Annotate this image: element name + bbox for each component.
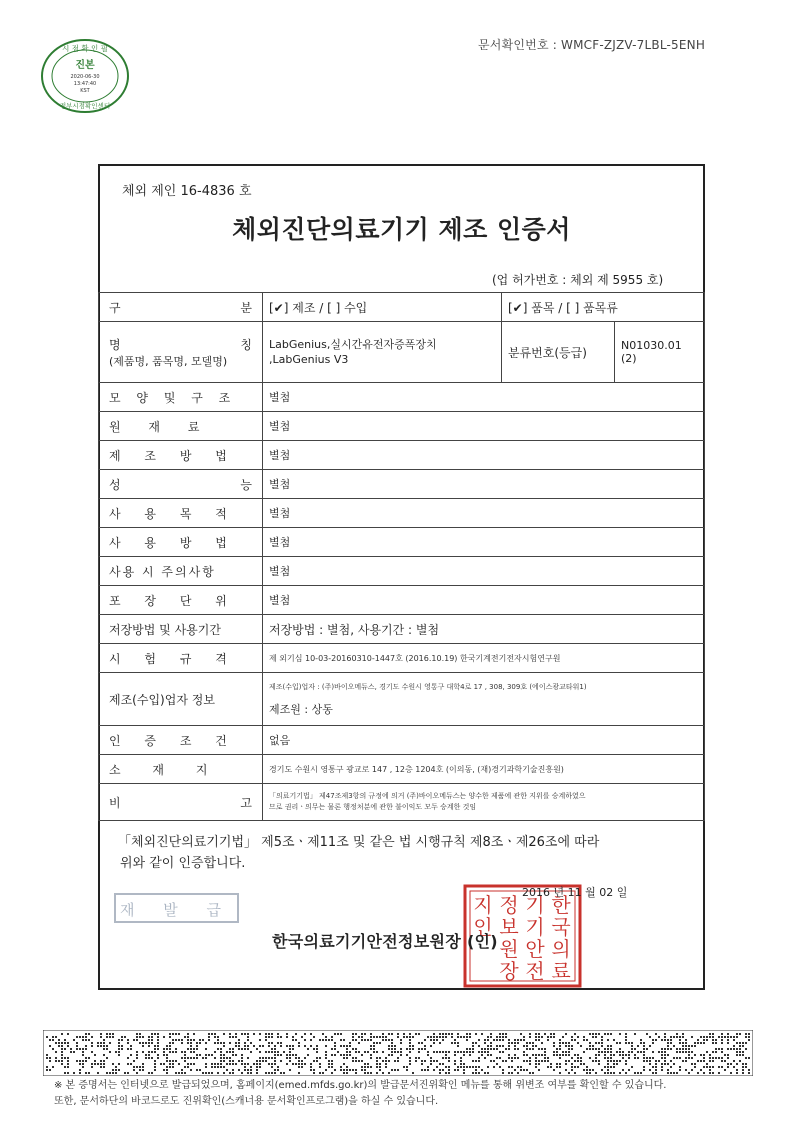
package-value: 별첨 [263,586,705,615]
caution-value: 별첨 [263,557,705,586]
seal-char: 인 [473,915,493,939]
certificate-table [98,292,705,821]
name-label-sub: (제품명, 품목명, 모델명) [109,354,228,368]
row-method [99,441,705,470]
seal-char: 안 [525,937,545,961]
certificate-title: 체외진단의료기기 제조 인증서 [232,215,571,244]
statement-line1: 「체외진단의료기기법」 제5조ㆍ제11조 및 같은 법 시행규칙 제8조ㆍ제26조에 따라 [118,835,600,850]
seal-char: 료 [551,959,571,983]
row-conditions [99,726,705,755]
material-label: 원 재 료 [99,412,263,441]
seal-char: 원 [499,937,519,961]
issue-date: 2016 년 11 월 02 일 [522,886,628,899]
seal-char: 장 [499,959,519,983]
row-location [99,755,705,784]
storage-value: 저장방법 : 별첨, 사용기간 : 별첨 [263,615,705,644]
conditions-value: 없음 [263,726,705,755]
usage-label: 사 용 방 법 [99,528,263,557]
row-category [99,293,705,322]
item-type: [✔] 품목 / [ ] 품목류 [502,293,705,322]
verification-bottom-text: 정부시점확인센터 [59,102,111,110]
test-value: 제 외기심 10-03-20160310-1447호 (2016.10.19) 한국기계전기전자시험연구원 [263,644,705,673]
row-performance [99,470,705,499]
verification-zone: KST [80,88,90,94]
row-usage [99,528,705,557]
verification-seal-icon [40,38,130,114]
document-number: 문서확인번호 : WMCF-ZJZV-7LBL-5ENH [478,38,706,52]
maker-label: 제조(수입)업자 정보 [99,673,263,726]
storage-label: 저장방법 및 사용기간 [99,615,263,644]
row-remarks [99,784,705,821]
row-name: 명 칭 (제품명, 품목명, 모델명) LabGenius,실시간유전자증폭장치 ,LabGenius V3 분류번호(등급) N01030.01 (2) [99,322,705,383]
footer-line1: ※ 본 증명서는 인터넷으로 발급되었으며, 홈페이지(emed.mfds.go.kr)의 발급문서진위확인 메뉴를 통해 위변조 여부를 확인할 수 있습니다. [54,1080,667,1091]
performance-value: 별첨 [263,470,705,499]
row-storage [99,615,705,644]
seal-char: 의 [551,937,571,961]
shape-value: 별첨 [263,383,705,412]
row-test [99,644,705,673]
row-purpose [99,499,705,528]
seal-char: 기 [525,893,545,917]
row-maker [99,673,705,726]
row-material [99,412,705,441]
performance-label: 성 능 [109,477,252,492]
issuer-name: 한국의료기기안전정보원장 (인) [272,932,498,951]
usage-value: 별첨 [263,528,705,557]
verification-date: 2020-06-30 [70,74,100,80]
purpose-label: 사 용 목 적 [99,499,263,528]
seal-char: 기 [525,915,545,939]
method-value: 별첨 [263,441,705,470]
seal-char: 정 [499,893,519,917]
remarks-line2: 므로 권리ㆍ의무는 물론 행정처분에 관한 불이익도 모두 승계한 것임 [269,803,477,811]
manufacture-type: [✔] 제조 / [ ] 수입 [263,293,502,322]
license-number: (업 허가번호 : 체외 제 5955 호) [492,273,664,287]
product-name: LabGenius,실시간유전자증폭장치 ,LabGenius V3 [263,322,502,383]
maker-line2: 제조원 : 상동 [269,702,333,716]
remarks-line1: 「의료기기법」 제47조제3항의 규정에 의거 (주)바이오메듀스는 양수한 제품에 관한 지위를 승계하였으 [269,792,586,800]
footer-line2: 또한, 문서하단의 바코드로도 진위확인(스캐너용 문서확인프로그램)을 하실 수 있습니다. [54,1096,439,1107]
verification-top-text: 시 점 확 인 필 [62,44,108,53]
location-label: 소 재 지 [99,755,263,784]
method-label: 제 조 방 법 [99,441,263,470]
verification-center-text: 진본 [75,60,95,71]
seal-char: 국 [551,915,571,939]
certificate-number: 체외 제인 16-4836 호 [122,184,252,199]
seal-char: 보 [499,915,519,939]
row-caution [99,557,705,586]
shape-label: 모 양 및 구 조 [99,383,263,412]
location-value: 경기도 수원시 영통구 광교로 147 , 12층 1204호 (이의동, (재)경기과학기술진흥원) [263,755,705,784]
caution-label: 사용 시 주의사항 [99,557,263,586]
statement-line2: 위와 같이 인증합니다. [120,856,246,871]
conditions-label: 인 증 조 건 [99,726,263,755]
class-value: N01030.01 (2) [615,322,705,383]
package-label: 포 장 단 위 [99,586,263,615]
row-package [99,586,705,615]
purpose-value: 별첨 [263,499,705,528]
class-label: 분류번호(등급) [502,322,615,383]
test-label: 시 험 규 격 [99,644,263,673]
reissue-stamp: 재 발 급 [114,893,239,923]
maker-line1: 제조(수입)업자 : (주)바이오메듀스, 경기도 수원시 영통구 대학4로 17 , 308, 309호 (에이스광교타워1) [269,682,587,691]
barcode-icon [43,1030,753,1076]
seal-char: 전 [525,959,545,983]
row-shape [99,383,705,412]
statement [118,832,688,874]
seal-char: 한 [551,893,571,917]
remarks-label: 비 고 [109,795,252,810]
material-value: 별첨 [263,412,705,441]
verification-time: 13:47:40 [73,81,97,87]
seal-char: 지 [473,893,493,917]
footer-notice [54,1078,666,1110]
category-label: 구 분 [109,300,252,315]
